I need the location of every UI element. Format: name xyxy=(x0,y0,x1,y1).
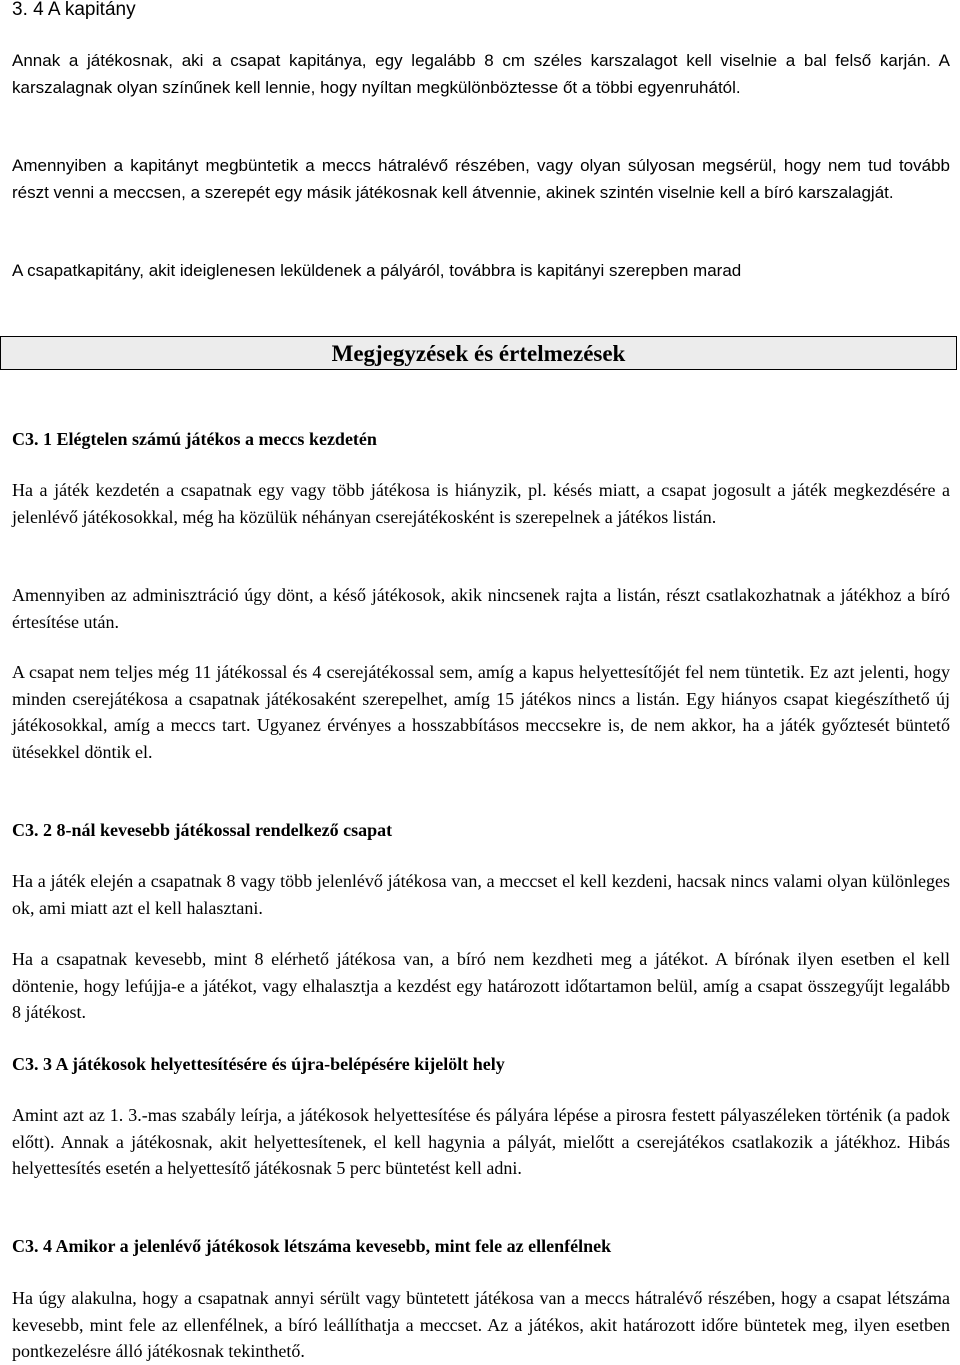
c31-paragraph-1: Ha a játék kezdetén a csapatnak egy vagy több játékosa is hiányzik, pl. késés miatt, a csapat jogosult a játék megkezdésére a jelenlévő játékosokkal, még ha közülük néhányan cserejátékosként is szerepelnek a játékos listán. xyxy=(12,480,950,527)
notes-banner: Megjegyzések és értelmezések xyxy=(0,336,957,370)
captain-armband-paragraph: Annak a játékosnak, aki a csapat kapitánya, egy legalább 8 cm széles karszalagot kell viselnie a bal felső karján. A karszalagnak olyan színűnek kell lennie, hogy nyíltan megkülönböztesse őt a többi egyenruhától. xyxy=(12,51,950,97)
c31-paragraph-2: Amennyiben az adminisztráció úgy dönt, a késő játékosok, akik nincsenek rajta a listán, részt csatlakozhatnak a játékhoz a bíró értesítése után. xyxy=(12,585,950,632)
section-title: 3. 4 A kapitány xyxy=(12,0,136,20)
c31-heading: C3. 1 Elégtelen számú játékos a meccs kezdetén xyxy=(12,429,377,449)
c32-paragraph-1: Ha a játék elején a csapatnak 8 vagy több jelenlévő játékosa van, a meccset el kell kezdeni, hacsak nincs valami olyan különleges ok, ami miatt azt el kell halasztani. xyxy=(12,871,950,918)
c32-heading: C3. 2 8-nál kevesebb játékossal rendelkező csapat xyxy=(12,820,393,840)
captain-replacement-paragraph: Amennyiben a kapitányt megbüntetik a meccs hátralévő részében, vagy olyan súlyosan megsérül, hogy nem tud tovább részt venni a meccsen, a szerepét egy másik játékosnak kell átvennie, akinek szintén viselnie kell a bíró karszalagját. xyxy=(12,156,950,202)
c34-heading: C3. 4 Amikor a jelenlévő játékosok létszáma kevesebb, mint fele az ellenfélnek xyxy=(12,1236,612,1256)
c33-paragraph-1: Amint azt az 1. 3.-mas szabály leírja, a játékosok helyettesítése és pályára lépése a pirosra festett pályaszéleken történik (a padok előtt). Annak a játékosnak, akit helyettesítenek, el kell hagynia a pályát, mielőtt a cserejátékos csatlakozik a játékhoz. Hibás helyettesítés esetén a helyettesítő játékosnak 5 perc büntetést kell adni. xyxy=(12,1105,950,1178)
c33-heading: C3. 3 A játékosok helyettesítésére és újra-belépésére kijelölt hely xyxy=(12,1054,505,1074)
captain-temporary-paragraph: A csapatkapitány, akit ideiglenesen leküldenek a pályáról, továbbra is kapitányi szerepben marad xyxy=(12,261,742,280)
c31-paragraph-3: A csapat nem teljes még 11 játékossal és 4 cserejátékossal sem, amíg a kapus helyettesítőjét fel nem tüntetik. Ez azt jelenti, hogy minden cserejátékosa a csapatnak játékosaként szerepelhet, amíg 15 játékos nincs a listán. Egy hiányos csapat kiegészíthető új játékosokkal, amíg a meccs tart. Ugyanez érvényes a hosszabbításos meccsekre is, de nem akkor, ha a játék győztesét büntető ütésekkel döntik el. xyxy=(12,662,950,762)
c32-paragraph-2: Ha a csapatnak kevesebb, mint 8 elérhető játékosa van, a bíró nem kezdheti meg a játékot. A bírónak ilyen esetben el kell döntenie, hogy lefújja-e a játékot, vagy elhalasztja a kezdést egy határozott időtartamon belül, amíg a csapat összegyűjt legalább 8 játékost. xyxy=(12,949,950,1022)
c34-paragraph-1: Ha úgy alakulna, hogy a csapatnak annyi sérült vagy büntetett játékosa van a meccs hátralévő részében, hogy a csapat létszáma kevesebb, mint fele az ellenfélnek, a bíró leállíthatja a meccset. Az a játékos, akit határozott időre büntetek meg, ilyen esetben pontkezelésre álló játékosnak tekinthető. xyxy=(12,1288,950,1361)
